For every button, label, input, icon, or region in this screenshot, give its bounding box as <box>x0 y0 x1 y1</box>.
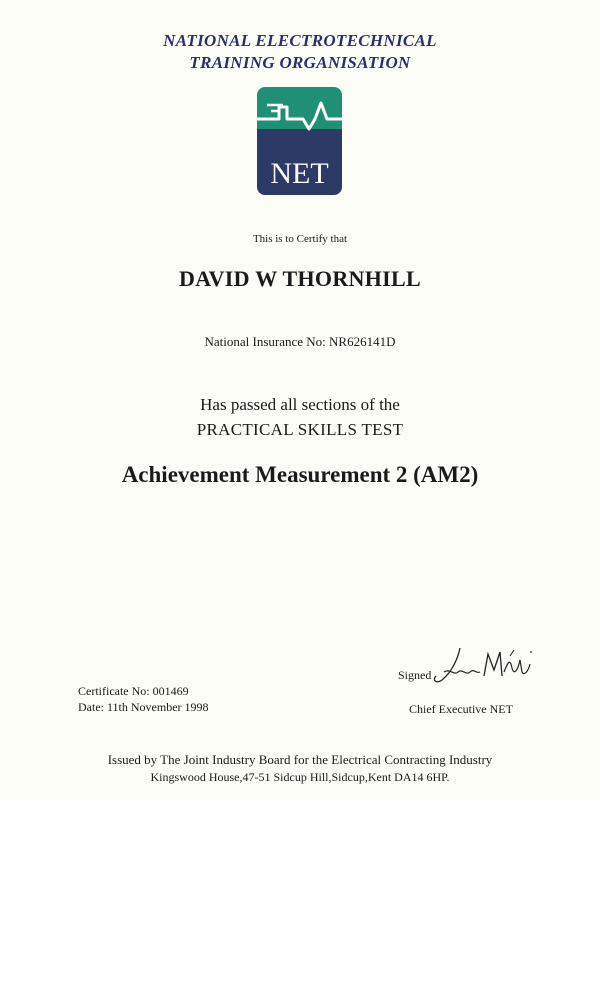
signer-title: Chief Executive NET <box>409 702 513 716</box>
issuer-address: Kingswood House,47-51 Sidcup Hill,Sidcup,Kent DA14 6HP. <box>150 770 450 784</box>
award-name: Achievement Measurement 2 (AM2) <box>121 462 479 487</box>
signed-label: Signed <box>398 668 432 682</box>
net-logo-text: NET <box>270 157 329 190</box>
net-logo <box>257 87 342 195</box>
handwritten-signature <box>430 642 534 688</box>
signature-block <box>396 642 536 692</box>
holder-name: DAVID W THORNHILL <box>179 266 421 291</box>
issued-by: Issued by The Joint Industry Board for the Electrical Contracting Industry <box>107 752 493 767</box>
test-name: PRACTICAL SKILLS TEST <box>196 420 404 439</box>
certificate-number: Certificate No: 001469 <box>78 684 189 698</box>
organisation-name-line-1: NATIONAL ELECTROTECHNICAL <box>163 31 437 50</box>
certify-text: This is to Certify that <box>252 233 348 245</box>
certificate-date: Date: 11th November 1998 <box>78 700 209 714</box>
national-insurance-number: National Insurance No: NR626141D <box>204 334 396 349</box>
net-logo-graphic <box>257 87 342 195</box>
passed-text: Has passed all sections of the <box>200 395 400 414</box>
organisation-name-line-2: TRAINING ORGANISATION <box>189 53 411 72</box>
